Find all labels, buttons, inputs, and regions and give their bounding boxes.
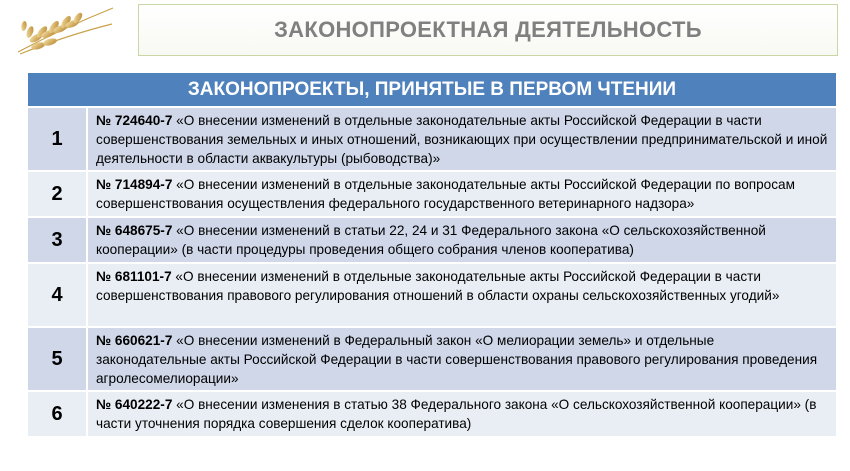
bill-code: № 640222-7 <box>96 397 173 412</box>
bill-title: «О внесении изменений в статьи 22, 24 и 31 Федерального закона «О сельскохозяйственной кооперации» (в части процедуры проведения общего собрания членов кооператива) <box>96 223 766 257</box>
wheat-logo <box>8 2 118 56</box>
table-row <box>28 108 836 172</box>
row-number: 1 <box>28 108 88 170</box>
bill-title: «О внесении изменений в отдельные законодательные акты Российской Федерации в части совершенствования правового регулирования отношений в области охраны сельскохозяйственных угодий» <box>96 269 780 303</box>
row-number: 2 <box>28 172 88 216</box>
table-caption: ЗАКОНОПРОЕКТЫ, ПРИНЯТЫЕ В ПЕРВОМ ЧТЕНИИ <box>28 73 836 108</box>
bill-code: № 714894-7 <box>96 177 173 192</box>
table-row <box>28 392 836 438</box>
table-row <box>28 218 836 264</box>
page-title: ЗАКОНОПРОЕКТНАЯ ДЕЯТЕЛЬНОСТЬ <box>274 17 702 42</box>
row-text <box>88 172 836 216</box>
bill-code: № 660621-7 <box>96 333 173 348</box>
row-number: 6 <box>28 392 88 436</box>
row-text <box>88 108 836 170</box>
row-text <box>88 218 836 262</box>
bill-code: № 648675-7 <box>96 223 173 238</box>
bill-title: «О внесении изменения в статью 38 Федерального закона «О сельскохозяйственной кооперации» (в части уточнения порядка совершения сделок кооператива) <box>96 397 817 431</box>
row-number: 3 <box>28 218 88 262</box>
row-text <box>88 392 836 436</box>
bills-table <box>28 73 836 438</box>
row-text <box>88 264 836 326</box>
row-text <box>88 328 836 390</box>
row-number: 4 <box>28 264 88 326</box>
table-row <box>28 264 836 328</box>
bill-title: «О внесении изменений в отдельные законодательные акты Российской Федерации в части совершенствования земельных и иных отношений, возникающих при осуществлении предпринимательской и иной деятельности в области аквакультуры (рыбоводства)» <box>96 113 828 166</box>
table-row <box>28 172 836 218</box>
bill-code: № 681101-7 <box>96 269 172 284</box>
bill-title: «О внесении изменений в отдельные законодательные акты Российской Федерации по вопросам совершенствования осуществления федерального государственного ветеринарного надзора» <box>96 177 795 211</box>
row-number: 5 <box>28 328 88 390</box>
table-row <box>28 328 836 392</box>
title-box <box>138 4 838 56</box>
bill-title: «О внесении изменений в Федеральный закон «О мелиорации земель» и отдельные законодательные акты Российской Федерации в части совершенствования правового регулирования проведения агролесомелиорации» <box>96 333 818 386</box>
bill-code: № 724640-7 <box>96 113 173 128</box>
